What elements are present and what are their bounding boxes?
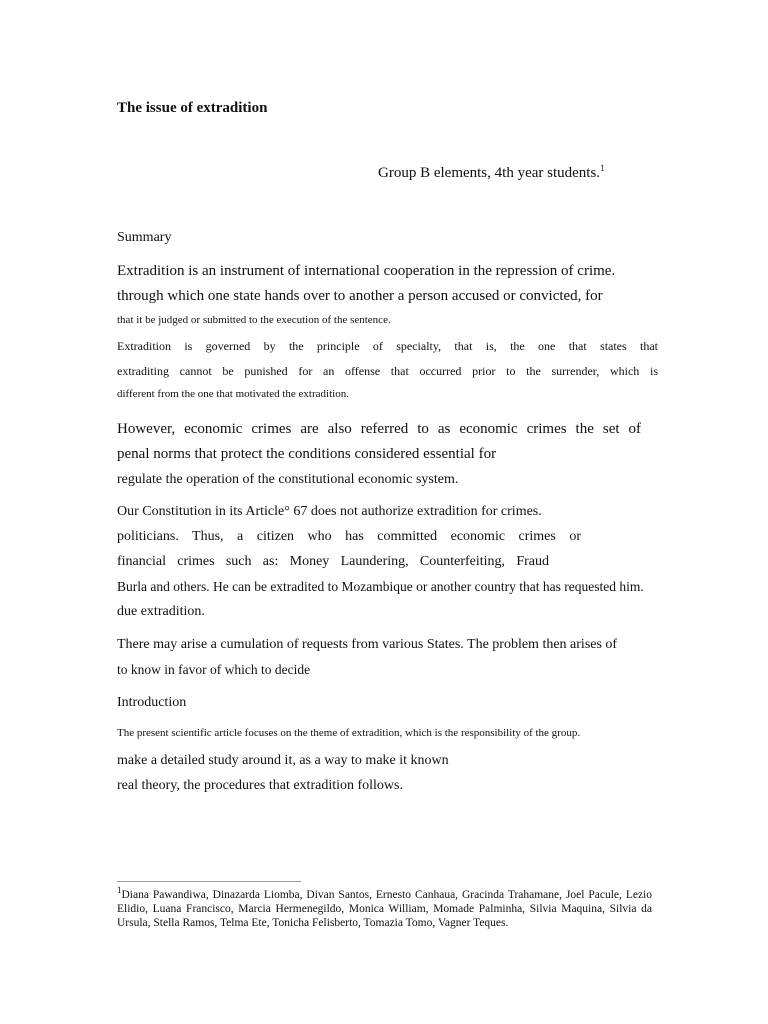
paragraph-line: politicians. Thus, a citizen who has committed economic crimes or	[117, 529, 581, 544]
introduction-heading: Introduction	[117, 695, 187, 710]
paragraph-line: Burla and others. He can be extradited to Mozambique or another country that has requested him.	[117, 579, 644, 594]
paragraph-line: regulate the operation of the constitutional economic system.	[117, 472, 459, 487]
footnote-divider	[117, 881, 301, 882]
paragraph-line: to know in favor of which to decide	[117, 662, 311, 677]
paragraph-line: penal norms that protect the conditions considered essential for	[117, 446, 497, 462]
paragraph-line: due extradition.	[117, 604, 205, 619]
paragraph-line: However, economic crimes are also referred to as economic crimes the set of	[117, 421, 641, 437]
paragraph-line: extraditing cannot be punished for an offense that occurred prior to the surrender, which is	[117, 364, 658, 378]
paragraph-line: real theory, the procedures that extradition follows.	[117, 778, 403, 793]
footnote-ref: 1	[600, 163, 605, 173]
byline-text: Group B elements, 4th year students.	[378, 165, 601, 181]
paragraph-line: Extradition is an instrument of international cooperation in the repression of crime.	[117, 263, 616, 279]
paragraph-line: Extradition is governed by the principle of specialty, that is, the one that states that	[117, 339, 658, 353]
paragraph-line: through which one state hands over to another a person accused or convicted, for	[117, 288, 603, 304]
footnote-text: Diana Pawandiwa, Dinazarda Liomba, Divan Santos, Ernesto Canhaua, Gracinda Trahamane, Joel Pacule, Lezio Elidio, Luana Francisco, Marcia Hermenegildo, Monica William, Momade Palminha, Silvia Maquina, Silvia da Ursula, Stella Ramos, Telma Ete, Tonicha Felisberto, Tomazia Tomo, Vagner Teques.	[117, 889, 652, 929]
summary-heading: Summary	[117, 230, 172, 245]
paragraph-line: that it be judged or submitted to the execution of the sentence.	[117, 314, 391, 326]
byline	[378, 163, 605, 181]
paragraph-line: There may arise a cumulation of requests from various States. The problem then arises of	[117, 637, 618, 652]
paragraph-line: make a detailed study around it, as a way to make it known	[117, 753, 449, 768]
document-title: The issue of extradition	[117, 100, 268, 116]
footnote	[117, 885, 652, 930]
paragraph-line: The present scientific article focuses on the theme of extradition, which is the responsibility of the group.	[117, 727, 581, 739]
paragraph-line: financial crimes such as: Money Laundering, Counterfeiting, Fraud	[117, 554, 549, 569]
paragraph-line: different from the one that motivated the extradition.	[117, 388, 349, 400]
paragraph-line: Our Constitution in its Article° 67 does not authorize extradition for crimes.	[117, 504, 542, 519]
footnote-mark: 1	[117, 885, 122, 896]
